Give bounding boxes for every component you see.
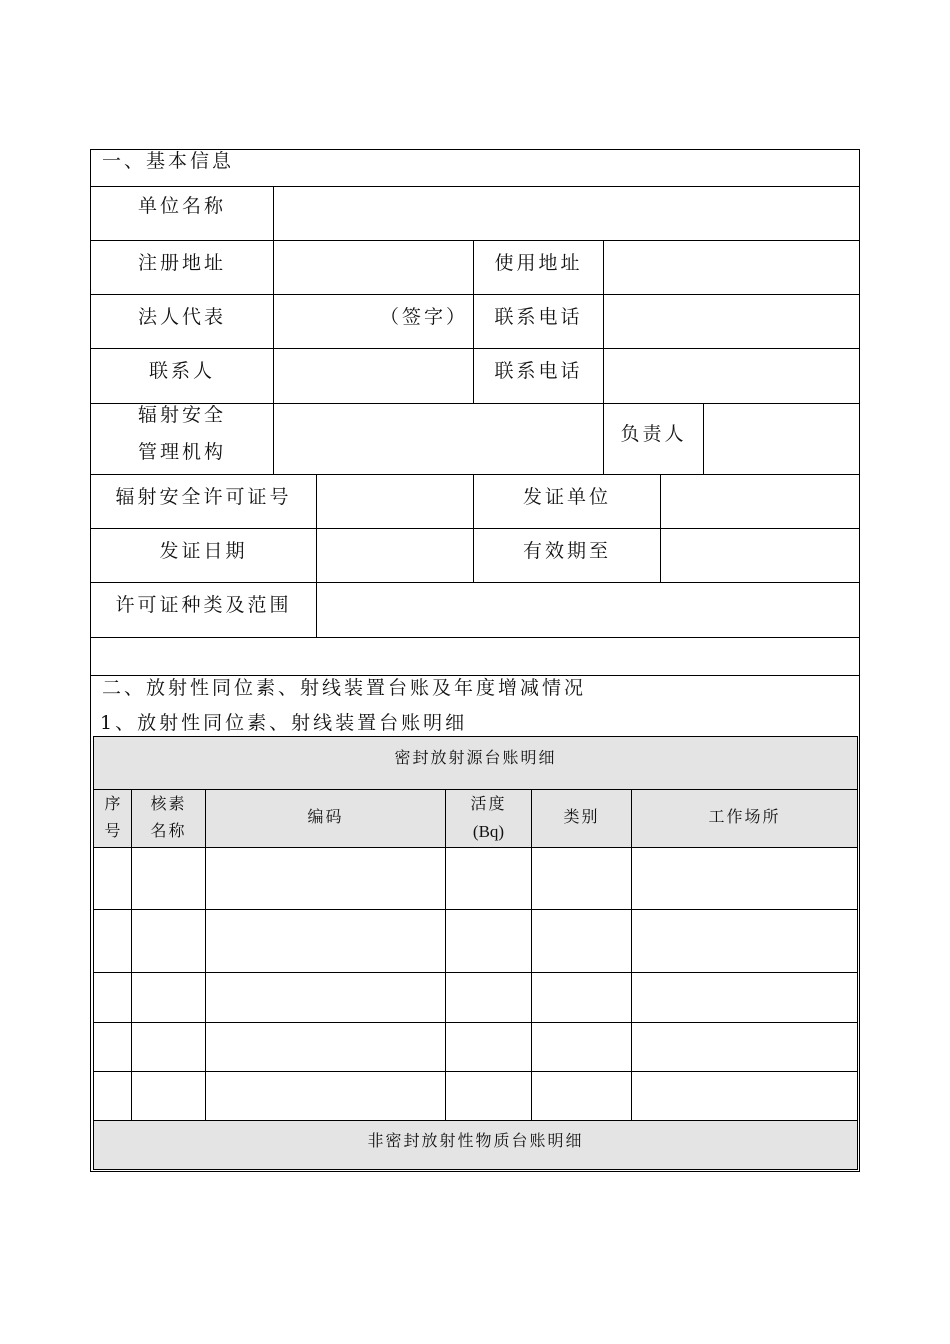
signature-hint: （签字） — [380, 306, 469, 328]
phone-label-1: 联系电话 — [494, 306, 583, 328]
license-scope-value[interactable] — [317, 583, 859, 637]
license-no-value[interactable] — [317, 475, 473, 528]
subheading-ledger-details: 1、放射性同位素、射线装置台账明细 — [100, 712, 468, 734]
issuer-label: 发证单位 — [522, 486, 611, 508]
license-scope-label: 许可证种类及范围 — [115, 594, 292, 616]
issue-date-label: 发证日期 — [159, 540, 248, 562]
col-workplace: 工作场所 — [708, 807, 781, 826]
col-activity-line2: (Bq) — [472, 822, 505, 841]
phone-label-2: 联系电话 — [494, 360, 583, 382]
safety-org-label-line1: 辐射安全 — [137, 404, 226, 426]
section-heading-ledger: 二、放射性同位素、射线装置台账及年度增减情况 — [102, 677, 587, 699]
license-no-label: 辐射安全许可证号 — [115, 486, 292, 508]
table-row[interactable] — [94, 848, 857, 909]
use-address-label: 使用地址 — [494, 252, 583, 274]
safety-org-value[interactable] — [274, 404, 603, 474]
col-seq-line2: 号 — [104, 821, 121, 840]
section-heading-basic-info: 一、基本信息 — [102, 150, 235, 172]
person-in-charge-value[interactable] — [704, 404, 859, 474]
issuer-value[interactable] — [661, 475, 859, 528]
col-category: 类别 — [563, 807, 600, 826]
table-row[interactable] — [94, 1023, 857, 1071]
col-code: 编码 — [307, 807, 344, 826]
use-address-value[interactable] — [604, 241, 859, 294]
org-name-label: 单位名称 — [137, 195, 226, 217]
unsealed-material-title: 非密封放射性物质台账明细 — [367, 1131, 584, 1150]
issue-date-value[interactable] — [317, 529, 473, 582]
safety-org-label-line2: 管理机构 — [137, 441, 226, 463]
col-nuclide-line1: 核素 — [150, 794, 187, 813]
valid-until-value[interactable] — [661, 529, 859, 582]
table-row[interactable] — [94, 910, 857, 972]
phone-value-1[interactable] — [604, 295, 859, 348]
reg-address-label: 注册地址 — [137, 252, 226, 274]
col-nuclide-line2: 名称 — [150, 821, 187, 840]
reg-address-value[interactable] — [274, 241, 473, 294]
contact-label: 联系人 — [148, 360, 215, 382]
org-name-value[interactable] — [274, 187, 859, 240]
table-row[interactable] — [94, 1072, 857, 1120]
col-activity-line1: 活度 — [470, 794, 507, 813]
phone-value-2[interactable] — [604, 349, 859, 403]
valid-until-label: 有效期至 — [522, 540, 611, 562]
contact-value[interactable] — [274, 349, 473, 403]
table-row[interactable] — [94, 973, 857, 1022]
sealed-source-title: 密封放射源台账明细 — [394, 748, 557, 767]
col-seq-line1: 序 — [104, 794, 121, 813]
person-in-charge-label: 负责人 — [620, 423, 687, 445]
legal-rep-label: 法人代表 — [137, 306, 226, 328]
